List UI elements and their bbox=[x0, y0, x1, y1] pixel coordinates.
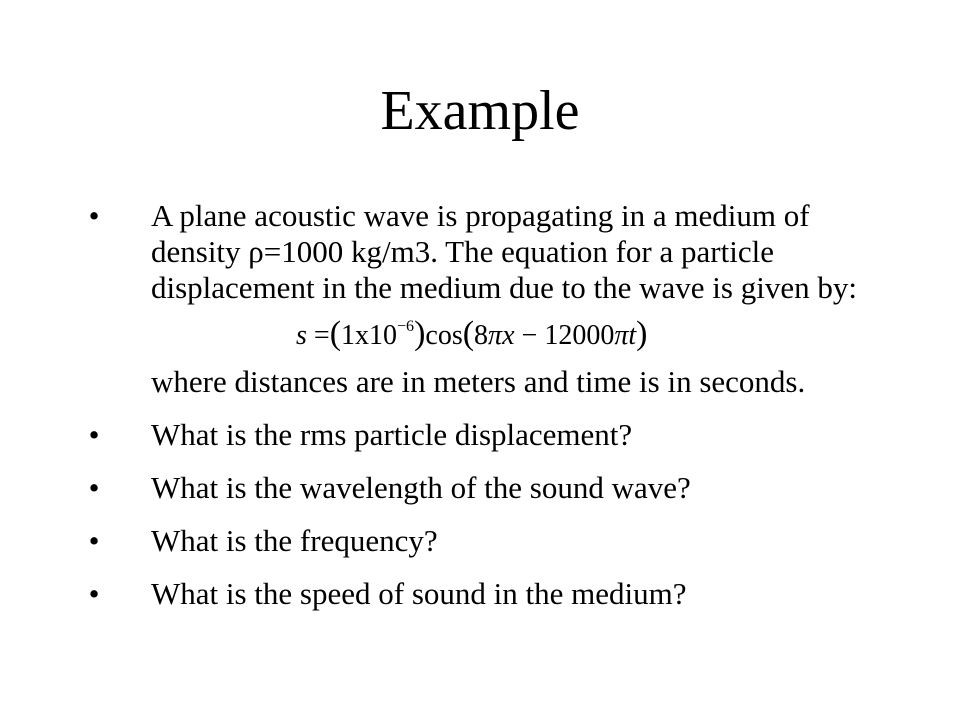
equation-var-t: t bbox=[628, 320, 637, 351]
equation-pi-t: π bbox=[614, 320, 629, 351]
equation-amplitude: 1x10 bbox=[341, 320, 398, 351]
note-text: where distances are in meters and time is in seconds. bbox=[151, 364, 806, 399]
list-item-intro bbox=[84, 198, 904, 400]
equation-lhs: s bbox=[296, 320, 307, 351]
equation-arg-close-paren: ) bbox=[636, 315, 648, 352]
list-item-question bbox=[84, 523, 904, 559]
bullet-icon: • bbox=[88, 417, 100, 452]
question-text: What is the wavelength of the sound wave? bbox=[151, 470, 691, 505]
equation-arg-open-paren: ( bbox=[462, 315, 475, 352]
equation-close-paren: ) bbox=[414, 315, 426, 352]
equation-coef-x: 8 bbox=[474, 320, 489, 351]
bullet-icon: • bbox=[88, 470, 100, 505]
list-item-question bbox=[84, 470, 904, 506]
intro-text: A plane acoustic wave is propagating in a medium of density ρ=1000 kg/m3. The equation for a particle displacement in the medium due to the wave is given by: bbox=[151, 198, 857, 305]
equation-equals: = bbox=[313, 320, 330, 351]
equation-coef-t: 12000 bbox=[544, 320, 615, 351]
equation-pi-x: π bbox=[488, 320, 503, 351]
equation-var-x: x bbox=[502, 320, 515, 351]
equation-function: cos bbox=[425, 320, 463, 351]
question-text: What is the rms particle displacement? bbox=[151, 417, 633, 452]
list-item-question bbox=[84, 417, 904, 453]
slide-title: Example bbox=[380, 80, 580, 142]
question-text: What is the frequency? bbox=[151, 523, 438, 558]
displacement-equation bbox=[296, 316, 904, 354]
bullet-icon: • bbox=[88, 198, 100, 233]
equation-minus: − bbox=[521, 320, 538, 351]
bullet-icon: • bbox=[88, 576, 100, 611]
list-item-question bbox=[84, 576, 904, 612]
equation-exponent: −6 bbox=[397, 318, 415, 335]
equation-open-paren: ( bbox=[329, 315, 342, 352]
question-text: What is the speed of sound in the medium? bbox=[151, 576, 687, 611]
slide-body bbox=[84, 198, 904, 612]
bullet-icon: • bbox=[88, 523, 100, 558]
